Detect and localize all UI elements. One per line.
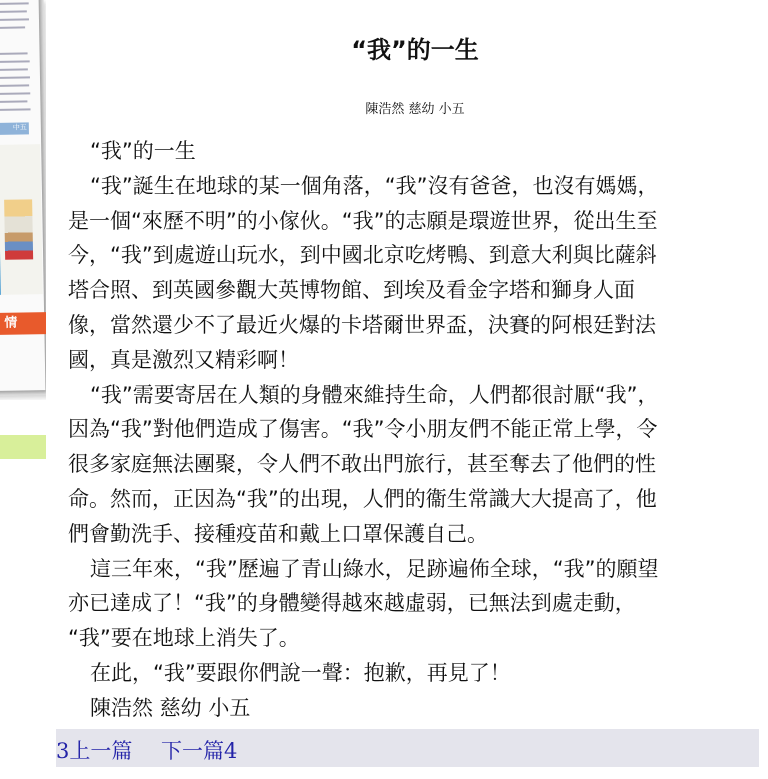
text-line xyxy=(0,2,29,5)
article-line: 很多家庭無法團聚，令人們不敢出門旅行，甚至奪去了他們的性 xyxy=(68,452,656,477)
article-line: 命。然而，正因為“我”的出現，人們的衞生常識大大提高了，他 xyxy=(68,486,657,511)
text-line xyxy=(0,18,29,21)
newspaper-thumbnail[interactable] xyxy=(0,0,46,400)
text-line xyxy=(0,68,28,71)
section-badge: 中五 xyxy=(0,122,29,135)
article-signature: 陳浩然 慈幼 小五 xyxy=(90,695,251,720)
article-body xyxy=(68,134,746,726)
text-line xyxy=(0,76,30,79)
article-line: “我”誕生在地球的某一個角落，“我”沒有爸爸，也沒有媽媽， xyxy=(90,173,659,198)
article-line: 這三年來，“我”歷遍了青山綠水，足跡遍佈全球，“我”的願望 xyxy=(90,556,659,581)
sidebar-highlight xyxy=(0,435,46,459)
text-line xyxy=(0,60,30,63)
article-line: 今，“我”到處遊山玩水，到中國北京吃烤鴨、到意大利與比薩斜 xyxy=(68,243,657,268)
article-line: “我”需要寄居在人類的身體來維持生命，人們都很討厭“我”， xyxy=(90,382,659,407)
article-line: 塔合照、到英國參觀大英博物館、到埃及看金字塔和獅身人面 xyxy=(68,278,635,303)
article-line: 因為“我”對他們造成了傷害。“我”令小朋友們不能正常上學，令 xyxy=(68,417,658,442)
article-line: 像，當然還少不了最近火爆的卡塔爾世界盃，決賽的阿根廷對法 xyxy=(68,312,656,337)
article-line: “我”的一生 xyxy=(90,139,196,163)
text-line xyxy=(0,100,27,103)
article-line: 是一個“來歷不明”的小傢伙。“我”的志願是環遊世界，從出生至 xyxy=(68,208,658,233)
article-line: 在此，“我”要跟你們說一聲：抱歉，再見了！ xyxy=(90,660,511,685)
text-line xyxy=(0,108,31,111)
article-line: 亦已達成了！“我”的身體變得越來越虛弱，已無法到處走動， xyxy=(68,591,636,616)
text-line xyxy=(0,52,28,55)
house-illustration xyxy=(4,199,33,259)
article-byline: 陳浩然 慈幼 小五 xyxy=(365,102,465,117)
article-navigation xyxy=(56,729,759,767)
newspaper-page xyxy=(0,0,45,394)
text-line xyxy=(0,92,30,95)
section-tag: 情 xyxy=(0,312,46,335)
text-line xyxy=(0,26,25,28)
article-line: 們會勤洗手、接種疫苗和戴上口罩保護自己。 xyxy=(68,521,488,546)
next-article-link[interactable]: 下一篇4 xyxy=(161,739,238,763)
previous-article-link[interactable]: 3上一篇 xyxy=(56,739,133,763)
text-line xyxy=(0,84,29,87)
text-line xyxy=(0,10,27,13)
article-line: 國，真是激烈又精彩啊！ xyxy=(68,347,299,372)
article-title: “我”的一生 xyxy=(351,36,479,64)
article-line: “我”要在地球上消失了。 xyxy=(68,626,300,651)
